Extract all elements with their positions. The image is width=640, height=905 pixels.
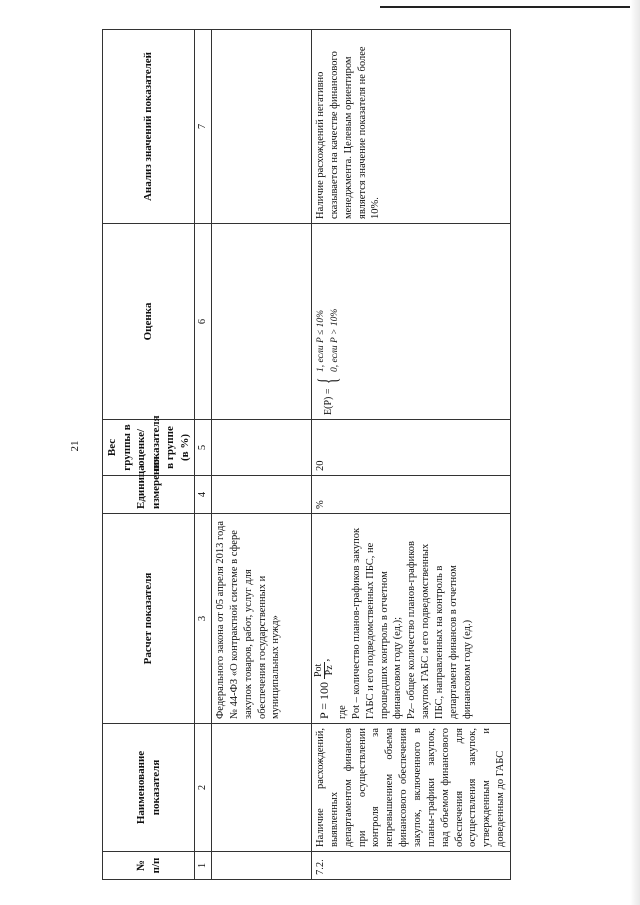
header-num: № п/п	[103, 852, 195, 880]
header-calc: Расчет показателя	[103, 514, 195, 724]
col-number: 4	[195, 476, 212, 514]
page-number: 21	[69, 440, 81, 452]
indicator-calculation	[311, 514, 510, 724]
score-formula: E(P) = { 1, если P ≤ 10% 0, если P > 10%	[313, 308, 343, 415]
definition-pot: Pot – количество планов-графиков закупок ГАБС и его подведомственных ПБС, не прошедших контроль в отчетном финансовом году (ед.);	[350, 527, 404, 719]
unit-cell: %	[311, 476, 510, 514]
column-number-row	[195, 30, 212, 880]
indicator-table	[102, 29, 511, 880]
weight-cell: 20	[311, 420, 510, 476]
formula-fraction: Pot Pz	[312, 663, 336, 677]
header-name: Наименование показателя	[103, 724, 195, 852]
analysis-cell: Наличие расхождений негативно сказывается на качестве финансового менеджмента. Целевым ориентиром является значение показателя не более 10%.	[311, 30, 510, 224]
col-number: 3	[195, 514, 212, 724]
header-row	[103, 30, 195, 880]
scan-shadow	[630, 0, 640, 905]
header-score: Оценка	[103, 224, 195, 420]
where-label: где	[336, 705, 348, 719]
score-case-1: 1, если P ≤ 10%	[315, 309, 326, 373]
brace-symbol: {	[313, 377, 343, 384]
definition-pz: Pz– общее количество планов-графиков закупок ГАБС и его подведомственных ПБС, направленных на контроль в департамент финансов в отчетном финансовом году (ед.)	[406, 540, 473, 719]
score-case-2: 0, если P > 10%	[330, 308, 341, 373]
formula: P = 100 Pot Pz ,	[312, 658, 336, 719]
col-number: 7	[195, 30, 212, 224]
col-number: 2	[195, 724, 212, 852]
scan-edge-line	[380, 6, 640, 8]
col-number: 5	[195, 420, 212, 476]
col-number: 1	[195, 852, 212, 880]
indicator-name: Наличие расхождений, выявленных департаментом финансов при осуществлении контроля за непревышением объема финансового обеспечения закупок, включенного в планы-графики закупок, над объемом финансового обеспечения для осуществления закупок, утвержденным и доведенным до ГАБС	[311, 724, 510, 852]
header-weight: Вес группы в оценке/ показателя в группе (в %)	[103, 420, 195, 476]
row-number: 7.2.	[311, 852, 510, 880]
rotated-table-container	[102, 30, 602, 880]
score-cell	[311, 224, 510, 420]
header-unit: Единица измерения	[103, 476, 195, 514]
col-number: 6	[195, 224, 212, 420]
header-analysis: Анализ значений показателей	[103, 30, 195, 224]
carry-over-text: Федерального закона от 05 апреля 2013 года № 44-ФЗ «О контрактной системе в сфере закупок товаров, работ, услуг для обеспечения государственных и муниципальных нужд»	[211, 514, 311, 724]
table-row	[311, 30, 510, 880]
carry-over-row	[211, 30, 311, 880]
